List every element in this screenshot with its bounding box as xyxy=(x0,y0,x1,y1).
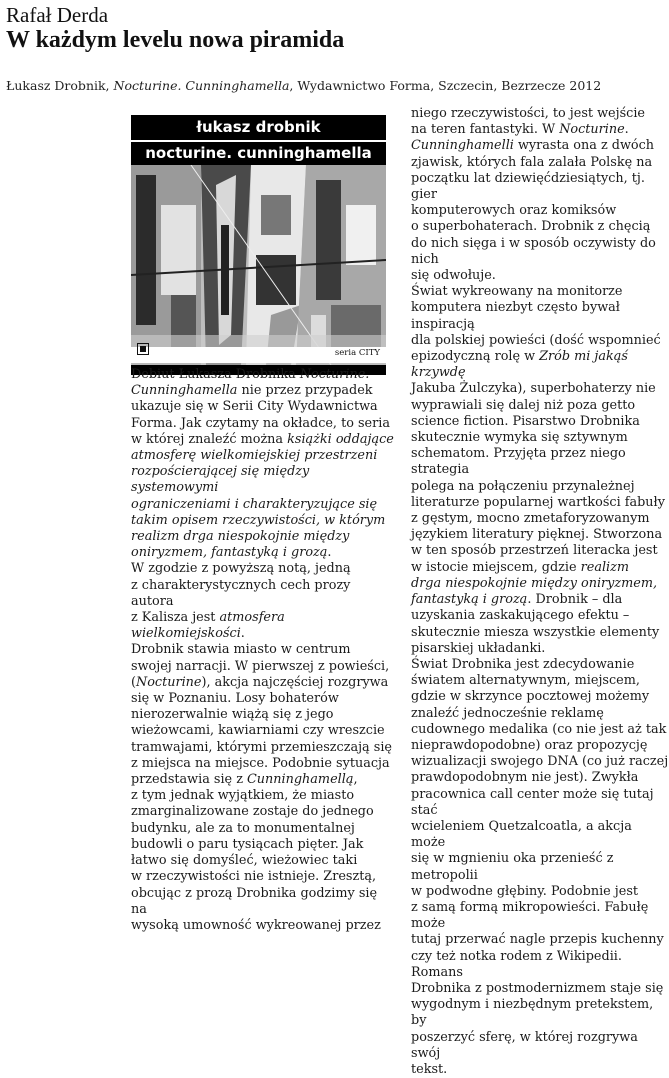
text-line xyxy=(411,1030,669,1062)
text-line xyxy=(411,268,669,284)
text-segment: nie przez przypadek xyxy=(237,383,373,399)
text-line xyxy=(131,561,396,577)
text-segment: prawdopodobnym nie jest). Zwykła xyxy=(411,770,639,786)
text-segment: do nich sięga i w sposób oczywisty do nich xyxy=(411,235,656,267)
text-segment: Cunninghamella xyxy=(131,383,238,399)
text-segment: wieżowcami, kawiarniami czy wreszcie xyxy=(131,723,385,739)
text-line xyxy=(411,1062,669,1078)
text-segment: znaleźć jednocześnie reklamę xyxy=(411,705,604,721)
text-line xyxy=(411,754,669,770)
text-line xyxy=(131,367,396,383)
right-column xyxy=(411,106,669,1078)
text-line xyxy=(131,659,396,675)
text-line xyxy=(131,675,396,691)
text-segment: Jakuba Żulczyka), superbohaterzy nie xyxy=(411,381,656,397)
text-segment: fantastyką i grozą xyxy=(411,592,528,608)
article-author: Rafał Derda xyxy=(6,3,109,27)
text-line xyxy=(131,756,396,772)
text-segment: atmosferę wielkomiejskiej przestrzeni xyxy=(131,448,378,464)
cover-title: nocturine. cunninghamella xyxy=(131,140,386,164)
text-segment: z miejsca na miejsce. Podobnie sytuacja xyxy=(131,755,390,771)
text-segment: wizualizacji swojego DNA (co już raczej xyxy=(411,754,669,770)
text-segment: wysoką umowność wykreowanej przez xyxy=(131,917,381,933)
text-segment: rozpościerającej się między systemowymi xyxy=(131,464,310,496)
text-segment: początku lat dziewięćdziesiątych, tj. gier xyxy=(411,170,645,203)
text-segment: Nocturine xyxy=(136,674,202,690)
text-line xyxy=(411,949,669,981)
text-line xyxy=(131,642,396,658)
text-line xyxy=(411,138,669,154)
text-line xyxy=(411,430,669,446)
text-segment: Cunninghamellą xyxy=(247,772,354,788)
text-line xyxy=(131,464,396,496)
text-segment: o superbohaterach. Drobnik z chęcią xyxy=(411,219,651,235)
text-line xyxy=(411,884,669,900)
text-line xyxy=(411,219,669,235)
text-segment: nierozerwalnie wiążą się z jego xyxy=(131,707,334,723)
text-segment: książki oddające xyxy=(287,431,394,447)
cover-series: seria CITY xyxy=(334,348,380,358)
text-segment: światem alternatywnym, miejscem, xyxy=(411,673,640,689)
text-segment: tramwajami, którymi przemieszczają się xyxy=(131,739,392,755)
text-line xyxy=(131,869,396,885)
text-segment: zjawisk, których fala zalała Polskę na xyxy=(411,154,653,170)
text-segment: skutecznie miesza wszystkie elementy xyxy=(411,624,660,640)
text-line xyxy=(411,203,669,219)
text-line xyxy=(411,236,669,268)
text-line xyxy=(411,446,669,478)
text-segment: się w mgnieniu oka przenieść z metropolii xyxy=(411,851,614,883)
text-segment: schematom. Przyjęta przez niego strategia xyxy=(411,446,626,478)
text-line xyxy=(131,821,396,837)
text-line xyxy=(411,641,669,657)
left-column xyxy=(131,367,396,934)
text-line xyxy=(411,592,669,608)
text-line xyxy=(131,886,396,918)
text-line xyxy=(131,707,396,723)
text-segment: zmarginalizowane zostaje do jednego xyxy=(131,804,374,820)
text-line xyxy=(411,479,669,495)
text-line xyxy=(131,853,396,869)
cover-artwork xyxy=(131,165,386,365)
text-segment: Nocturine. xyxy=(299,367,370,382)
text-segment: z charakterystycznych cech prozy autora xyxy=(131,577,351,609)
text-segment: . xyxy=(327,545,332,561)
text-segment: niego rzeczywistości, to jest wejście xyxy=(411,106,645,121)
text-line xyxy=(411,657,669,673)
text-segment: komputera niezbyt często bywał inspiracją xyxy=(411,300,620,332)
text-segment: Forma. Jak czytamy na okładce, to seria xyxy=(131,415,390,431)
text-line xyxy=(411,398,669,414)
text-line xyxy=(411,122,669,138)
text-segment: łatwo się domyśleć, wieżowiec taki xyxy=(131,853,358,869)
text-segment: w podwodne głębiny. Podobnie jest xyxy=(411,883,639,899)
text-line xyxy=(411,560,669,576)
text-segment: science fiction. Pisarstwo Drobnika xyxy=(411,413,640,429)
text-segment: się odwołuje. xyxy=(411,268,496,284)
text-line xyxy=(411,851,669,883)
text-segment: Cunninghamelli xyxy=(411,138,514,154)
text-line xyxy=(411,981,669,997)
text-segment: . xyxy=(240,626,245,642)
text-segment: ), akcja najczęściej rozgrywa xyxy=(201,674,389,690)
text-segment: oniryzmem, fantastyką i grozą xyxy=(131,545,328,561)
text-line xyxy=(131,448,396,464)
text-line xyxy=(411,997,669,1029)
text-line xyxy=(131,513,396,529)
text-segment: . xyxy=(624,122,629,138)
text-line xyxy=(131,578,396,610)
text-line xyxy=(131,497,396,513)
text-line xyxy=(411,300,669,332)
text-segment: z Kalisza jest xyxy=(131,610,220,626)
text-segment: w istocie miejscem, gdzie xyxy=(411,559,581,575)
text-segment: swojej narracji. W pierwszej z powieści, xyxy=(131,658,390,674)
text-line xyxy=(411,819,669,851)
text-segment: tutaj przerwać nagle przepis kuchenny xyxy=(411,932,664,948)
bibliographic-note xyxy=(6,78,656,93)
text-segment: językiem literatury pięknej. Stworzona xyxy=(411,527,663,543)
text-segment: epizodyczną rolę w xyxy=(411,349,540,365)
text-segment: drga niespokojnie między oniryzmem, xyxy=(411,575,658,591)
text-line xyxy=(411,333,669,349)
text-line xyxy=(411,706,669,722)
text-line xyxy=(131,399,396,415)
text-line xyxy=(411,543,669,559)
text-line xyxy=(411,527,669,543)
text-line xyxy=(411,381,669,397)
text-segment: budowli o paru tysiącach pięter. Jak xyxy=(131,836,364,852)
text-segment: z samą formą mikropowieści. Fabułę może xyxy=(411,899,649,932)
text-segment: uzyskania zaskakującego efektu – xyxy=(411,608,630,624)
text-line xyxy=(131,610,396,642)
text-segment: Debiut Łukasza Drobnika xyxy=(131,367,300,382)
text-segment: czy też notka rodem z Wikipedii. Romans xyxy=(411,948,622,980)
publisher-logo xyxy=(137,343,149,355)
text-line xyxy=(411,284,669,300)
text-line xyxy=(131,691,396,707)
text-segment: dla polskiej powieści (dość wspomnieć xyxy=(411,332,661,348)
text-segment: się w Poznaniu. Losy bohaterów xyxy=(131,691,339,707)
text-line xyxy=(131,383,396,399)
text-segment: Nocturine xyxy=(559,122,625,138)
text-segment: . Drobnik – dla xyxy=(527,592,623,608)
biblio-author: Łukasz Drobnik, xyxy=(6,78,110,93)
text-line xyxy=(131,740,396,756)
text-line xyxy=(411,495,669,511)
text-line xyxy=(131,788,396,804)
text-segment: z tym jednak wyjątkiem, że miasto xyxy=(131,788,355,804)
biblio-publisher: , Wydawnictwo Forma, Szczecin, Bezrzecze 2012 xyxy=(289,78,602,93)
text-line xyxy=(411,171,669,203)
text-segment: obcując z prozą Drobnika godzimy się na xyxy=(131,885,378,917)
text-segment: realizm drga niespokojnie między xyxy=(131,529,350,545)
text-line xyxy=(131,804,396,820)
text-segment: polega na połączeniu przynależnej xyxy=(411,478,635,494)
text-line xyxy=(411,900,669,932)
text-segment: ograniczeniami i charakteryzujące się xyxy=(131,496,378,512)
text-segment: z gęstym, mocno zmetaforyzowanym xyxy=(411,511,650,527)
text-segment: pisarskiej układanki. xyxy=(411,640,546,656)
cover-author: łukasz drobnik xyxy=(131,115,386,139)
text-segment: komputerowych oraz komiksów xyxy=(411,203,617,219)
text-line xyxy=(131,918,396,934)
text-segment: ukazuje się w Serii City Wydawnictwa xyxy=(131,399,378,415)
text-segment: W zgodzie z powyższą notą, jedną xyxy=(131,561,351,577)
text-segment: w rzeczywistości nie istnieje. Zresztą, xyxy=(131,869,377,885)
text-segment: wyrasta ona z dwóch xyxy=(513,138,655,154)
text-line xyxy=(131,529,396,545)
text-line xyxy=(411,349,669,381)
biblio-book-title: Nocturine. Cunninghamella xyxy=(113,78,290,93)
text-segment: budynku, ale za to monumentalnej xyxy=(131,820,355,836)
text-line xyxy=(411,932,669,948)
text-segment: cudownego medalika (co nie jest aż tak xyxy=(411,721,667,737)
text-line xyxy=(411,738,669,754)
text-segment: skutecznie wymyka się sztywnym xyxy=(411,430,628,446)
text-line xyxy=(411,576,669,592)
text-segment: Drobnika z postmodernizmem staje się xyxy=(411,980,664,996)
text-line xyxy=(131,723,396,739)
text-line xyxy=(411,625,669,641)
text-segment: pracownica call center może się tutaj stać xyxy=(411,786,654,818)
article-title: W każdym levelu nowa piramida xyxy=(6,27,345,53)
text-segment: ( xyxy=(131,674,136,690)
text-line xyxy=(411,106,669,122)
text-segment: , xyxy=(353,772,358,788)
text-segment: Świat Drobnika jest zdecydowanie xyxy=(411,656,635,672)
text-line xyxy=(411,511,669,527)
book-cover xyxy=(131,115,386,375)
text-line xyxy=(131,432,396,448)
text-segment: literaturze popularnej wartkości fabuły xyxy=(411,494,665,510)
text-line xyxy=(131,772,396,788)
text-line xyxy=(411,673,669,689)
text-segment: atmosfera wielkomiejskości xyxy=(131,610,285,642)
text-segment: nieprawdopodobne) oraz propozycję xyxy=(411,737,648,753)
text-line xyxy=(411,155,669,171)
text-line xyxy=(411,689,669,705)
text-line xyxy=(411,608,669,624)
text-segment: realizm xyxy=(580,559,630,575)
text-segment: Drobnik stawia miasto w centrum xyxy=(131,642,351,658)
text-segment: Świat wykreowany na monitorze xyxy=(411,284,623,300)
text-segment: poszerzyć sferę, w której rozgrywa swój xyxy=(411,1029,638,1061)
text-segment: gdzie w skrzynce pocztowej możemy xyxy=(411,689,650,705)
text-line xyxy=(131,416,396,432)
text-segment: w której znaleźć można xyxy=(131,431,288,447)
text-line xyxy=(411,770,669,786)
text-segment: wygodnym i niezbędnym pretekstem, by xyxy=(411,997,654,1029)
text-line xyxy=(411,787,669,819)
text-segment: przedstawia się z xyxy=(131,772,248,788)
text-line xyxy=(131,837,396,853)
text-segment: na teren fantastyki. W xyxy=(411,122,560,138)
text-segment: wyprawiali się dalej niż poza getto xyxy=(411,397,636,413)
text-segment: wcieleniem Quetzalcoatla, a akcja może xyxy=(411,818,632,851)
text-segment: w ten sposób przestrzeń literacka jest xyxy=(411,543,658,559)
text-segment: takim opisem rzeczywistości, w którym xyxy=(131,512,386,528)
text-line xyxy=(411,414,669,430)
text-line xyxy=(131,545,396,561)
text-segment: tekst. xyxy=(411,1061,448,1077)
text-line xyxy=(411,722,669,738)
text-segment: Zrób mi jakąś krzywdę xyxy=(411,349,628,381)
